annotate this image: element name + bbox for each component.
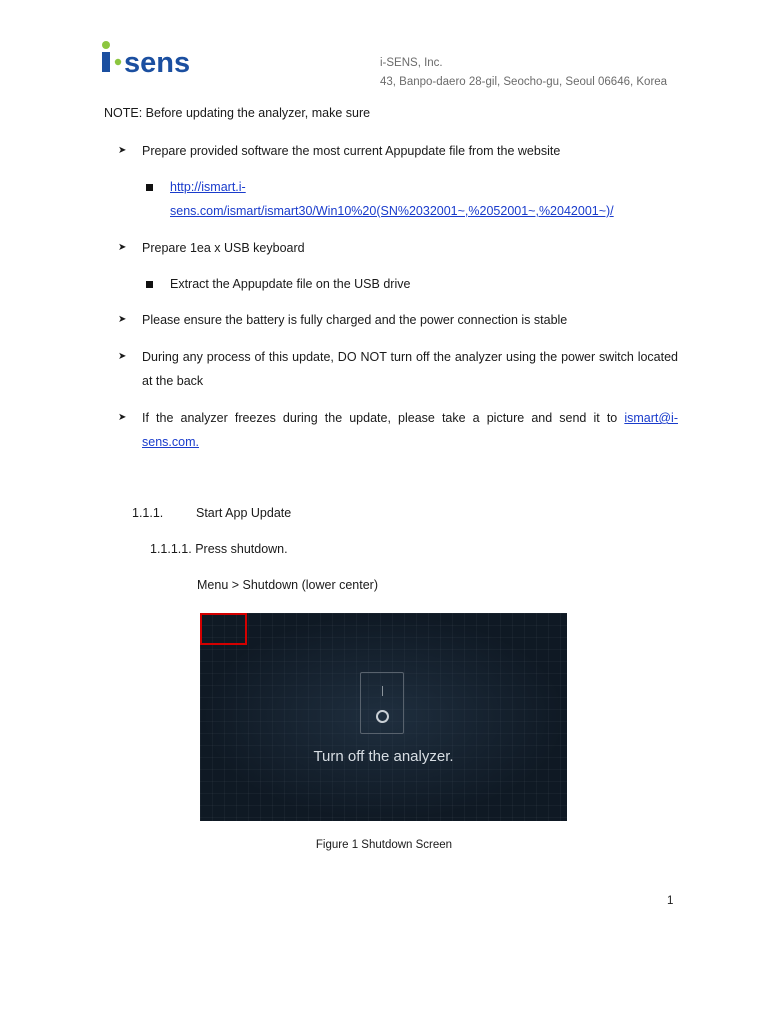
square-bullet-icon xyxy=(146,184,153,191)
company-address: 43, Banpo-daero 28-gil, Seocho-gu, Seoul 06646, Korea xyxy=(380,76,668,88)
shutdown-message: Turn off the analyzer. xyxy=(313,748,454,765)
list-item-text: Please ensure the battery is fully charged and the power connection is stable xyxy=(142,313,568,327)
section-title: Start App Update xyxy=(196,506,292,520)
square-bullet-icon xyxy=(146,281,153,288)
section-heading xyxy=(132,506,292,520)
arrow-bullet-icon: ➤ xyxy=(118,412,127,423)
list-item-text-prefix: If the analyzer freezes during the update, please take a picture and send it to xyxy=(142,411,625,425)
email-link[interactable]: ismart@i-sens.com. xyxy=(142,411,678,449)
sub-list-item-text: Extract the Appupdate file on the USB drive xyxy=(170,277,411,291)
subsection-number: 1.1.1.1. xyxy=(150,542,192,556)
arrow-bullet-icon: ➤ xyxy=(118,351,127,362)
sub-list-item xyxy=(146,272,676,296)
list-item xyxy=(118,308,678,332)
menu-path: Menu > Shutdown (lower center) xyxy=(197,578,378,592)
list-item-text: Prepare provided software the most current Appupdate file from the website xyxy=(142,144,561,158)
shutdown-screenshot xyxy=(200,613,567,821)
power-switch-icon xyxy=(360,672,404,734)
list-item xyxy=(118,139,678,163)
list-item xyxy=(118,236,678,260)
arrow-bullet-icon: ➤ xyxy=(118,242,127,253)
sub-list-item xyxy=(146,175,676,223)
company-name: i-SENS, Inc. xyxy=(380,57,443,69)
highlight-box xyxy=(200,613,247,645)
isens-logo-mark xyxy=(100,40,210,80)
arrow-bullet-icon: ➤ xyxy=(118,314,127,325)
download-link[interactable]: http://ismart.i- xyxy=(170,180,246,194)
page-number: 1 xyxy=(667,895,674,907)
download-link-continued[interactable]: sens.com/ismart/ismart30/Win10%20(SN%2032001~,%2052001~,%2042001~)/ xyxy=(170,204,614,218)
company-info xyxy=(380,54,667,92)
switch-on-mark xyxy=(382,686,383,696)
switch-off-mark xyxy=(376,710,389,723)
section-number: 1.1.1. xyxy=(132,506,164,520)
arrow-bullet-icon: ➤ xyxy=(118,145,127,156)
list-item-text xyxy=(142,406,678,454)
note-heading: NOTE: Before updating the analyzer, make sure xyxy=(104,106,371,120)
list-item-text: During any process of this update, DO NOT turn off the analyzer using the power switch located at the back xyxy=(142,350,678,388)
svg-text:sens: sens xyxy=(124,47,191,79)
list-item xyxy=(118,345,678,393)
subsection-heading xyxy=(150,542,288,556)
isens-logo xyxy=(100,40,210,80)
figure-caption: Figure 1 Shutdown Screen xyxy=(315,839,453,851)
subsection-title: Press shutdown. xyxy=(195,542,288,556)
list-item xyxy=(118,406,678,454)
list-item-text: Prepare 1ea x USB keyboard xyxy=(142,241,305,255)
